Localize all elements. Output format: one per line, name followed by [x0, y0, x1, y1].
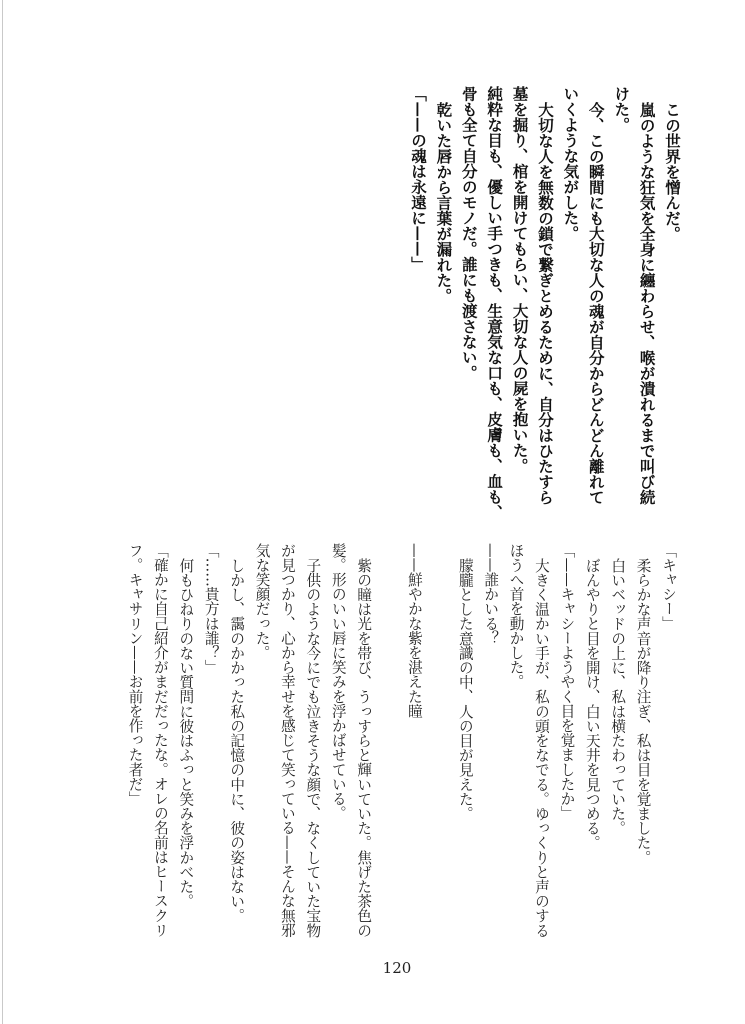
blank-line: [427, 543, 452, 943]
blank-line: [376, 543, 401, 943]
text-line: 何もひねりのない質問に彼はふっと笑みを浮かべた。: [177, 557, 195, 908]
dialogue-line: フ。キャサリン——お前を作った者だ」: [126, 543, 144, 806]
text-line: 髪。形のいい唇に笑みを浮かばせている。: [329, 543, 347, 821]
text-line: しかし、靄のかかった私の記憶の中に、彼の姿はない。: [228, 557, 246, 923]
text-line: が見つかり、心から幸せを感じて笑っている——そんな無邪: [278, 543, 296, 938]
lower-tier-text: [122, 543, 681, 943]
text-line: 嵐のような狂気を全身に纏わらせ、喉が潰れるまで叫び続: [637, 101, 657, 505]
text-line: いくような気がした。: [561, 86, 581, 241]
text-line: 大切な人を無数の鎖で繋ぎとめるために、自分はひたすら: [535, 101, 555, 505]
page-edge-line: [2, 0, 3, 1024]
text-line: 骨も全て自分のモノだ。誰にも渡さない。: [459, 86, 479, 381]
text-line: 柔らかな声音が降り注ぎ、私は目を覚ました。: [634, 557, 652, 865]
dialogue-line: 「——の魂は永遠に——」: [408, 86, 428, 272]
dialogue-line: 「キャシー」: [660, 543, 677, 631]
text-line: 今、この瞬間にも大切な人の魂が自分からどんどん離れて: [586, 101, 606, 505]
dialogue-line: 「確かに自己紹介がまだだったな。オレの名前はヒースクリ: [151, 543, 169, 938]
text-line: 白いベッドの上に、私は横たわっていた。: [609, 557, 627, 835]
dialogue-line: 「——キャシーようやく目を覚ましたか」: [558, 543, 576, 821]
text-line: 気な笑顔だった。: [253, 543, 271, 660]
text-line: ——誰かいる？: [482, 543, 500, 646]
text-line: この世界を憎んだ。: [663, 101, 682, 241]
text-line: ほうへ首を動かした。: [507, 543, 525, 689]
upper-tier-text: [406, 86, 685, 526]
page-number: 120: [382, 959, 412, 977]
emphasis-line: ——鮮やかな紫を湛えた瞳: [405, 543, 423, 719]
text-line: 乾いた唇から言葉が漏れた。: [434, 101, 454, 303]
text-line: 大きく温かい手が、私の頭をなでる。ゆっくりと声のする: [532, 557, 550, 938]
dialogue-line: 「……貴方は誰？」: [202, 543, 220, 675]
text-line: 子供のような今にでも泣きそうな顔で、なくしていた宝物: [304, 557, 322, 938]
text-line: 紫の瞳は光を帯び、うっすらと輝いていた。焦げた茶色の: [355, 557, 373, 938]
text-line: ぼんやりと目を開け、白い天井を見つめる。: [583, 557, 601, 850]
text-line: けた。: [612, 86, 632, 133]
text-line: 墓を掘り、棺を開けてもらい、大切な人の屍を抱いた。: [510, 86, 530, 474]
text-line: 朦朧とした意識の中、人の目が見えた。: [456, 557, 474, 821]
text-line: 純粋な目も、優しい手つきも、生意気な口も、皮膚も、血も、: [485, 86, 505, 520]
